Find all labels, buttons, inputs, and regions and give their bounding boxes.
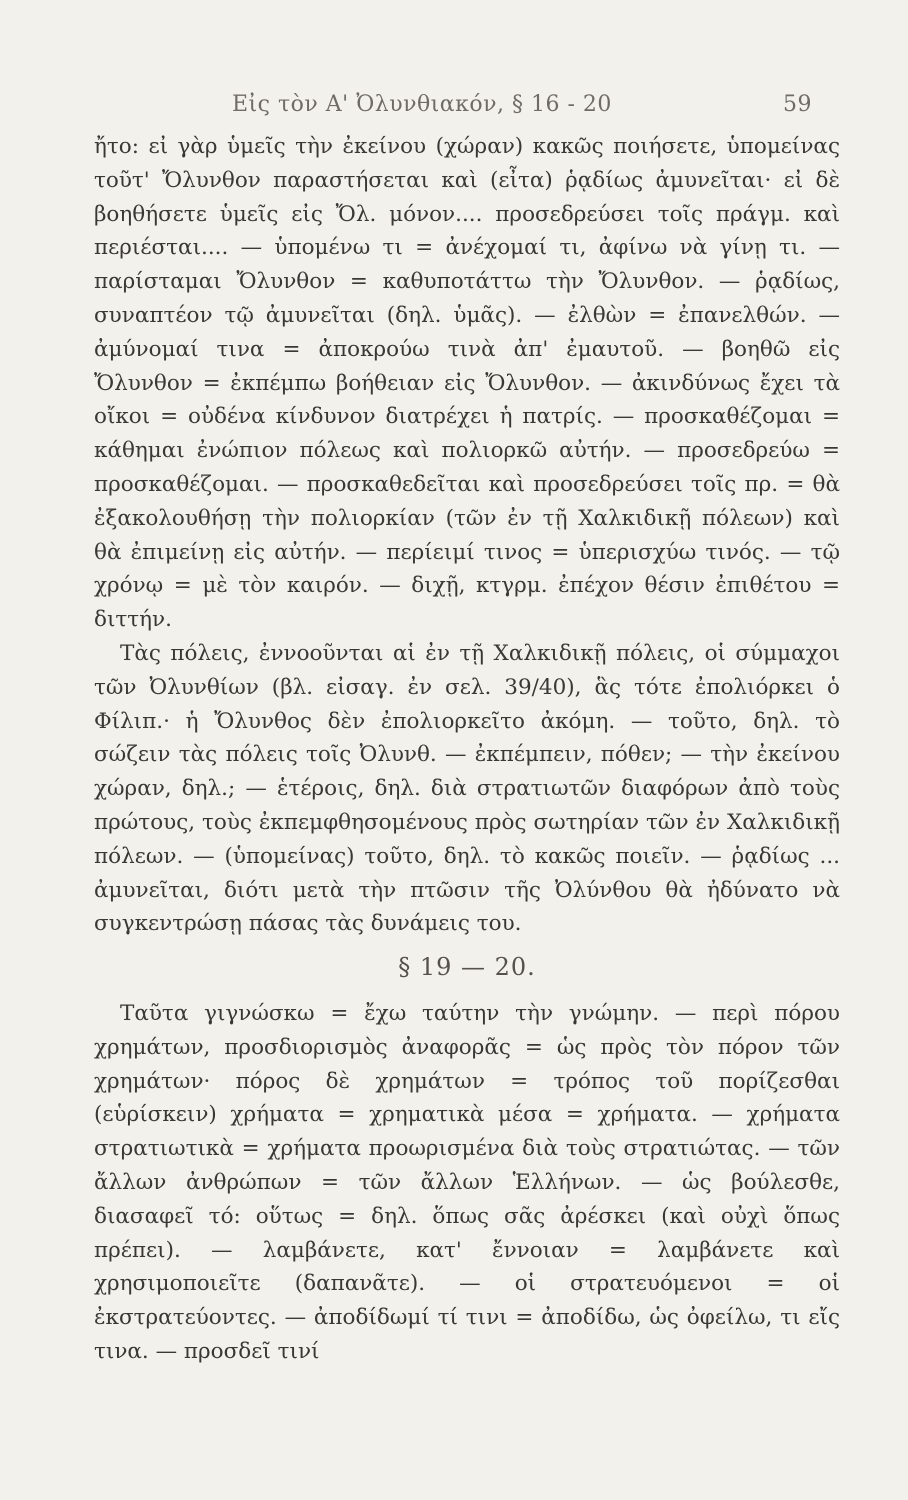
- commentary-paragraph-3: Ταῦτα γιγνώσκω = ἔχω ταύτην τὴν γνώμην. — περὶ πόρου χρημάτων, προσδιορισμὸς ἀναφορᾶς = ὡς πρὸς τὸν πόρον τῶν χρημάτων· πόρος δὲ χρημάτων = τρόπος τοῦ πορίζεσθαι (εὑρίσκειν) χρήματα = χρηματικὰ μέσα = χρήματα. — χρήματα στρατιωτικὰ = χρήματα προωρισμένα διὰ τοὺς στρατιώτας. — τῶν ἄλλων ἀνθρώπων = τῶν ἄλλων Ἑλλήνων. — ὡς βούλεσθε, διασαφεῖ τό: οὕτως = δηλ. ὅπως σᾶς ἀρέσκει (καὶ οὐχὶ ὅπως πρέπει). — λαμβάνετε, κατ' ἔννοιαν = λαμβάνετε καὶ χρησιμοποιεῖτε (δαπανᾶτε). — οἱ στρατευόμενοι = οἱ ἐκστρατεύοντες. — ἀποδίδωμί τί τινι = ἀποδίδω, ὡς ὀφείλω, τι εἴς τινα. — προσδεῖ τινί: [94, 1000, 840, 1364]
- page-number: 59: [783, 92, 812, 117]
- page-header: [0, 92, 908, 122]
- commentary-paragraph-2: Τὰς πόλεις, ἐννοοῦνται αἱ ἐν τῇ Χαλκιδικῇ πόλεις, οἱ σύμμαχοι τῶν Ὀλυνθίων (βλ. εἰσαγ. ἐν σελ. 39/40), ἃς τότε ἐπολιόρκει ὁ Φίλιπ.· ἡ Ὄλυνθος δὲν ἐπολιορκεῖτο ἀκόμη. — τοῦτο, δηλ. τὸ σώζειν τὰς πόλεις τοῖς Ὀλυνθ. — ἐκπέμπειν, πόθεν; — τὴν ἐκείνου χώραν, δηλ.; — ἑτέροις, δηλ. διὰ στρατιωτῶν διαφόρων ἀπὸ τοὺς πρώτους, τοὺς ἐκπεμφθησομένους πρὸς σωτηρίαν τῶν ἐν Χαλκιδικῇ πόλεων. — (ὑπομείνας) τοῦτο, δηλ. τὸ κακῶς ποιεῖν. — ῥᾳδίως ... ἀμυνεῖται, διότι μετὰ τὴν πτῶσιν τῆς Ὀλύνθου θὰ ἠδύνατο νὰ συγκεντρώσῃ πάσας τὰς δυνάμεις του.: [94, 640, 840, 937]
- running-head: Εἰς τὸν Α' Ὀλυνθιακόν, § 16 - 20: [232, 92, 612, 117]
- commentary-paragraph-1: ἤτο: εἰ γὰρ ὑμεῖς τὴν ἐκείνου (χώραν) κακῶς ποιήσετε, ὑπομείνας τοῦτ' Ὄλυνθον παραστήσεται καὶ (εἶτα) ῥᾳδίως ἀμυνεῖται· εἰ δὲ βοηθήσετε ὑμεῖς εἰς Ὄλ. μόνον.... προσεδρεύσει τοῖς πράγμ. καὶ περιέσται.... — ὑπομένω τι = ἀνέχομαί τι, ἀφίνω νὰ γίνῃ τι. — παρίσταμαι Ὄλυνθον = καθυποτάττω τὴν Ὄλυνθον. — ῥᾳδίως, συναπτέον τῷ ἀμυνεῖται (δηλ. ὑμᾶς). — ἐλθὼν = ἐπανελθών. — ἀμύνομαί τινα = ἀποκρούω τινὰ ἀπ' ἐμαυτοῦ. — βοηθῶ εἰς Ὄλυνθον = ἐκπέμπω βοήθειαν εἰς Ὄλυνθον. — ἀκινδύνως ἔχει τὰ οἴκοι = οὐδένα κίνδυνον διατρέχει ἡ πατρίς. — προσκαθέζομαι = κάθημαι ἐνώπιον πόλεως καὶ πολιορκῶ αὐτήν. — προσεδρεύω = προσκαθέζομαι. — προσκαθεδεῖται καὶ προσεδρεύσει τοῖς πρ. = θὰ ἐξακολουθήσῃ τὴν πολιορκίαν (τῶν ἐν τῇ Χαλκιδικῇ πόλεων) καὶ θὰ ἐπιμείνῃ εἰς αὐτήν. — περίειμί τινος = ὑπερισχύω τινός. — τῷ χρόνῳ = μὲ τὸν καιρόν. — διχῇ, κτγρμ. ἐπέχον θέσιν ἐπιθέτου = διττήν.: [94, 134, 840, 633]
- page-body: [94, 130, 840, 1369]
- section-heading: § 19 — 20.: [398, 953, 536, 982]
